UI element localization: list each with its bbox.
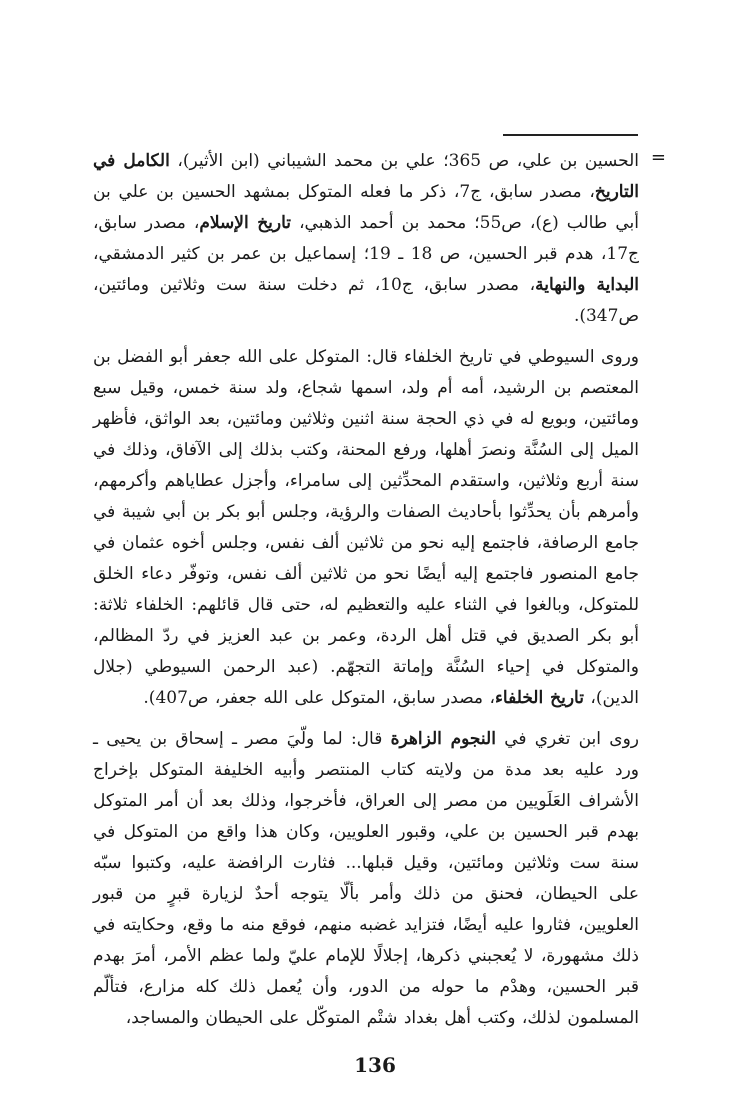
book-title: النجوم الزاهرة [390,729,496,749]
book-title: البداية والنهاية [535,275,639,295]
page-number: 136 [354,1053,396,1077]
text-segment: ، مصدر سابق، ج17، هدم قبر الحسين، ص 18 ـ 19؛ إسماعيل بن عمر بن كثير الدمشقي، [93,213,639,264]
footnote-continuation-marker: = [650,147,666,168]
footnote-continuation-paragraph [93,146,639,332]
taghri-paragraph [93,724,639,1034]
text-segment: ، مصدر سابق، المتوكل على الله جعفر، ص407). [143,688,495,708]
footnote-separator-rule [503,134,638,136]
book-title: الكامل في التاريخ [93,151,639,202]
text-segment: قال: لما ولّيَ مصر ـ إسحاق بن يحيى ـ ورد عليه بعد مدة من ولايته كتاب المنتصر وأبيه الخليفة المتوكل بإخراج الأشراف العَلَويين من مصر إلى العراق، فأخرجوا، وذلك بعد أن أمر المتوكل بهدم قبر الحسين بن علي، وقبور العلويين، وكان هذا واقع من المتوكل في سنة ست وثلاثين ومائتين، وقيل قبلها... فثارت الرافضة عليه، وكتبوا سبّه على الحيطان، فحنق من ذلك وأمر بألّا يتوجه أحدٌ لزيارة قبرٍ من قبور العلويين، فثاروا عليه أيضًا، فتزايد غضبه منهم، فوقع منه ما وقع، وحكايته في ذلك مشهورة، لا يُعجبني ذكرها، إجلالًا للإمام عليّ ولما عظم الأمر، أمرَ بهدم قبر الحسين، وهدْم ما حوله من الدور، وأن يُعمل ذلك كله مزارع، فتألّم المسلمون لذلك، وكتب أهل بغداد شتْم المتوكّل على الحيطان والمساجد، [93,729,639,1028]
text-block [93,146,639,1034]
text-segment: الحسين بن علي، ص 365؛ علي بن محمد الشيباني (ابن الأثير)، [169,151,640,171]
text-segment: روى ابن تغري في [495,729,639,749]
suyuti-paragraph [93,342,639,714]
book-title: تاريخ الإسلام [199,213,292,233]
text-segment: ، مصدر سابق، ج10، ثم دخلت سنة ست وثلاثين ومائتين، ص347). [93,275,639,326]
text-segment: ، مصدر سابق، ج7، ذكر ما فعله المتوكل بمشهد الحسين بن علي بن أبي طالب (ع)، ص55؛ محمد بن أحمد الذهبي، [93,182,639,233]
text-segment: وروى السيوطي في تاريخ الخلفاء قال: المتوكل على الله جعفر أبو الفضل بن المعتصم بن الرشيد، أمه أم ولد، اسمها شجاع، ولد سنة خمس، وقيل سبع ومائتين، وبويع له في ذي الحجة سنة اثنين وثلاثين ومائتين، بعد الواثق، فأظهر الميل إلى السُنَّة ونصرَ أهلها، ورفع المحنة، وكتب بذلك إلى الآفاق، وذلك في سنة أربع وثلاثين، واستقدم المحدِّثين إلى سامراء، وأجزل عطاياهم وأكرمهم، وأمرهم بأن يحدِّثوا بأحاديث الصفات والرؤية، وجلس أبو بكر بن أبي شيبة في جامع الرصافة، فاجتمع إليه نحو من ثلاثين ألف نفس، وجلس أخوه عثمان في جامع المنصور فاجتمع إليه أيضًا نحو من ثلاثين ألف نفس، وتوفّر دعاء الخلق للمتوكل، وبالغوا في الثناء عليه والتعظيم له، حتى قال قائلهم: الخلفاء ثلاثة: أبو بكر الصديق في قتل أهل الردة، وعمر بن عبد العزيز في ردّ المظالم، والمتوكل في إحياء السُنَّة وإماتة التجهّم. (عبد الرحمن السيوطي (جلال الدين)، [93,347,639,708]
book-title: تاريخ الخلفاء [494,688,584,708]
